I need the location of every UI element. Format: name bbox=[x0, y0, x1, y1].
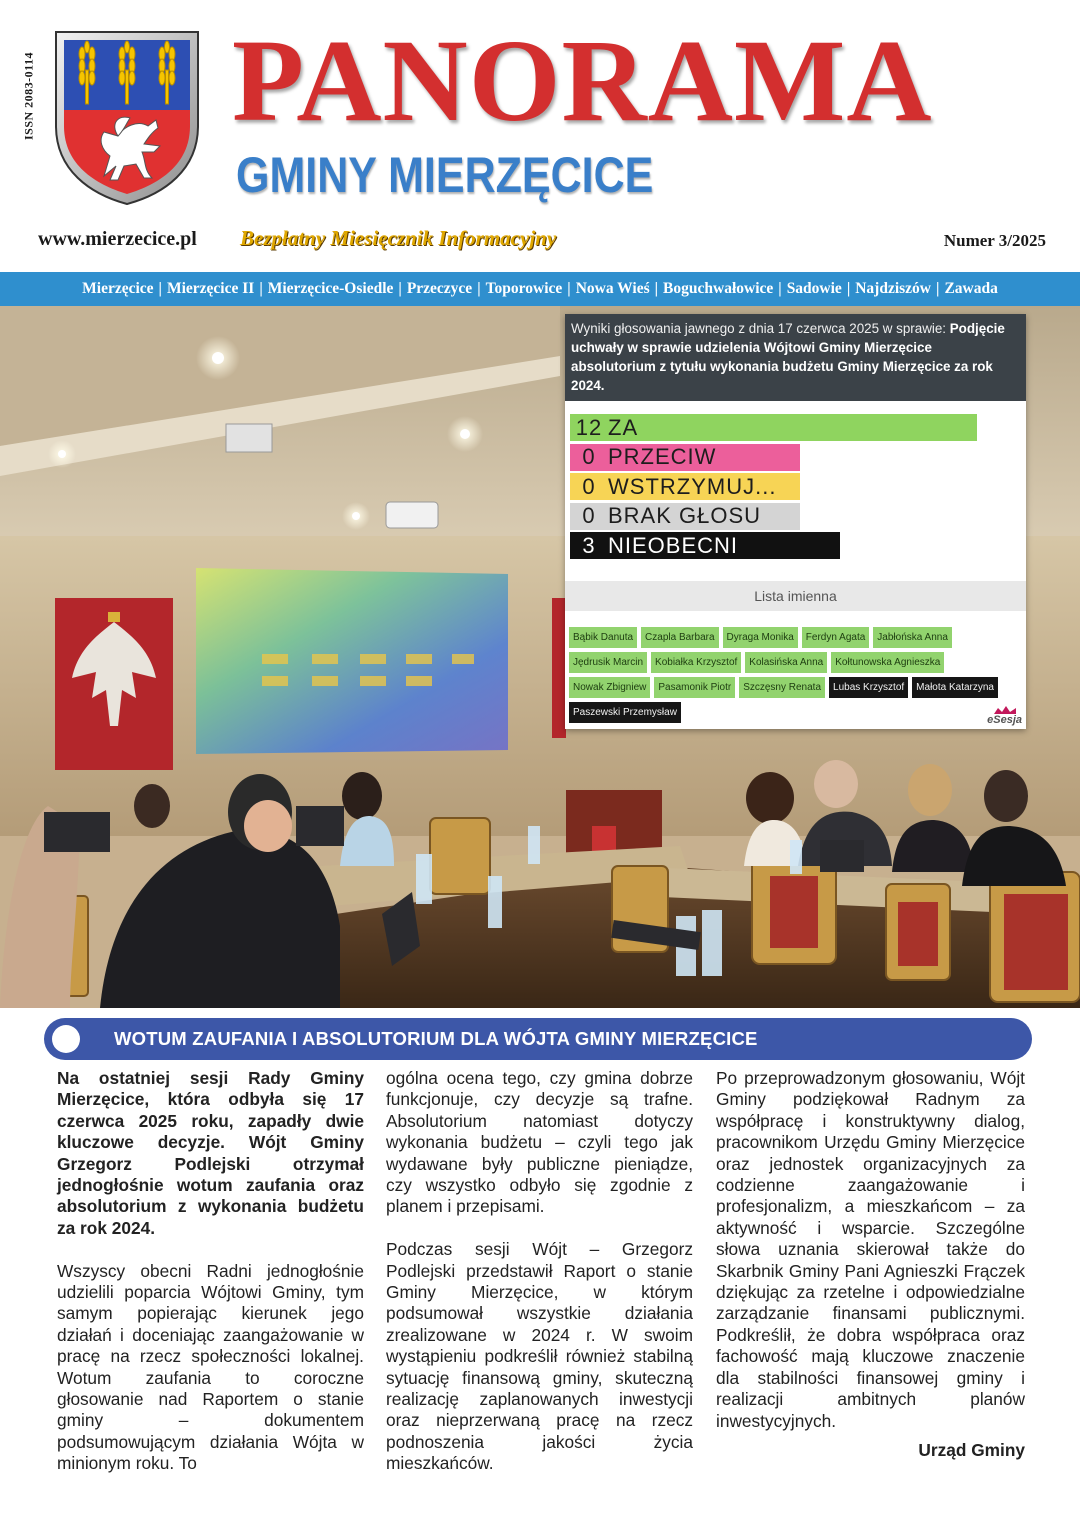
vote-header-prefix: Wyniki głosowania jawnego z dnia 17 czerwca 2025 w sprawie: bbox=[571, 321, 947, 336]
councillor-name-chip: Małota Katarzyna bbox=[912, 677, 998, 698]
esesja-brand: eSesja bbox=[987, 714, 1022, 726]
locality-item: Przeczyce bbox=[406, 280, 473, 297]
article-lead: Na ostatniej sesji Rady Gminy Mierzęcice, która odbyła się 17 czerwca 2025 roku, zapadły dwie kluczowe decyzje. Wójt Gminy Grzegorz Podlejski otrzymał jednogłośnie wotum zaufania oraz absolutorium z wykonania budżetu za rok 2024. bbox=[57, 1068, 364, 1238]
councillor-name-chip: Szczęsny Renata bbox=[739, 677, 825, 698]
article-column-2 bbox=[386, 1068, 693, 1475]
vote-header-subject: Podjęcie uchwały w sprawie udzielenia Wójtowi Gminy Mierzęcice absolutorium z tytułu wykonania budżetu Gminy Mierzęcice za rok 2024. bbox=[571, 321, 1005, 393]
locality-item: Mierzęcice II bbox=[166, 280, 255, 297]
councillor-name-chip: Lubas Krzysztof bbox=[829, 677, 908, 698]
vote-row-za bbox=[570, 414, 977, 441]
locality-item: Mierzęcice bbox=[82, 280, 154, 297]
councillor-name-chip: Paszewski Przemysław bbox=[569, 702, 681, 723]
article-paragraph: Po przeprowadzonym głosowaniu, Wójt Gminy podziękował Radnym za współpracę i konstruktywny dialog, pracownikom Urzędu Gminy Mierzęcice oraz jednostek organizacyjnych za codzienne zaangażowanie i profesjonalizm, a mieszkańcom – za aktywność i wsparcie. Szczególne słowa uznania skierował także do Skarbnik Gminy Pani Agnieszki Frączek dziękując za rzetelne i odpowiedzialne zarządzanie finansami publicznymi. Podkreślił, że dobra współpraca oraz fachowość mają kluczowe znaczenie dla stabilności finansowej gminy i realizacji ambitnych planów inwestycyjnych. bbox=[716, 1068, 1025, 1431]
article-title: WOTUM ZAUFANIA I ABSOLUTORIUM DLA WÓJTA GMINY MIERZĘCICE bbox=[114, 1028, 758, 1049]
article-column-3 bbox=[716, 1068, 1025, 1461]
locality-item: Najdziszów bbox=[855, 280, 932, 297]
vote-row-wstrzymuj bbox=[570, 473, 800, 500]
article-title-bar bbox=[44, 1018, 1032, 1060]
vote-count: 0 bbox=[582, 503, 596, 529]
bullet-circle-icon bbox=[52, 1025, 80, 1053]
vote-count: 12 bbox=[575, 414, 603, 440]
vote-count: 0 bbox=[582, 473, 596, 499]
locality-item: Boguchwałowice bbox=[663, 280, 774, 297]
councillor-name-chip: Kobiałka Krzysztof bbox=[651, 652, 741, 673]
councillor-name-chip: Jędrusik Marcin bbox=[569, 652, 647, 673]
vote-row-brak-glosu bbox=[570, 503, 800, 530]
locality-item: Nowa Wieś bbox=[575, 280, 650, 297]
vote-row-nieobecni bbox=[570, 532, 840, 559]
locality-bar: Mierzęcice | Mierzęcice II | Mierzęcice-Osiedle | Przeczyce | Toporowice | Nowa Wieś | Boguchwałowice | Sadowie | Najdziszów | Zawada bbox=[0, 272, 1080, 306]
councillor-name-chip: Ferdyn Agata bbox=[802, 627, 869, 648]
councillor-name-chip: Pasamonik Piotr bbox=[654, 677, 735, 698]
councillor-name-list bbox=[569, 627, 1024, 723]
tagline: Bezpłatny Miesięcznik Informacyjny bbox=[240, 226, 557, 250]
vote-header bbox=[565, 314, 1026, 401]
councillor-name-chip: Kołtunowska Agnieszka bbox=[831, 652, 944, 673]
vote-result-bars bbox=[570, 414, 990, 562]
vote-count: 3 bbox=[582, 532, 596, 558]
locality-item: Sadowie bbox=[786, 280, 842, 297]
magazine-title: PANORAMA bbox=[232, 15, 933, 146]
councillor-name-chip: Nowak Zbigniew bbox=[569, 677, 650, 698]
article-paragraph: Wszyscy obecni Radni jednogłośnie udzielili poparcia Wójtowi Gminy, tym samym popierając kierunek jego działań i doceniając zaangażowanie w pracę na rzecz społeczności lokalnej. Wotum zaufania to coroczne głosowanie nad Raportem o stanie gminy – dokumentem podsumowującym działania Wójta w minionym roku. To bbox=[57, 1260, 364, 1474]
councillor-name-chip: Dyraga Monika bbox=[723, 627, 798, 648]
locality-item: Toporowice bbox=[485, 280, 563, 297]
locality-item: Zawada bbox=[944, 280, 998, 297]
article-paragraph: ogólna ocena tego, czy gmina dobrze funkcjonuje, czy decyzje są trafne. Absolutorium natomiast dotyczy wykonania budżetu – czyli tego jak wydawane były publiczne pieniądze, czy wszystko odbyło się zgodnie z planem i przepisami. bbox=[386, 1068, 693, 1217]
vote-results-panel bbox=[565, 314, 1026, 729]
article-column-1 bbox=[57, 1068, 364, 1475]
issn-label: ISSN 2083-0114 bbox=[21, 51, 36, 141]
vote-label: BRAK GŁOSU bbox=[608, 503, 762, 529]
article-signature: Urząd Gminy bbox=[918, 1439, 1025, 1460]
vote-row-przeciw bbox=[570, 444, 800, 471]
vote-label: NIEOBECNI bbox=[608, 532, 739, 558]
article-paragraph: Podczas sesji Wójt – Grzegorz Podlejski przedstawił Raport o stanie Gminy Mierzęcice, w którym podsumował wszystkie działania zrealizowane w 2024 r. W swoim wystąpieniu podkreślił również stabilną sytuację finansową gminy, skuteczną realizację zaplanowanych inwestycji oraz nieprzerwaną pracę na rzecz podnoszenia jakości życia mieszkańców. bbox=[386, 1239, 693, 1474]
issue-number: Numer 3/2025 bbox=[943, 231, 1046, 250]
locality-item: Mierzęcice-Osiedle bbox=[267, 280, 394, 297]
coat-of-arms-logo bbox=[52, 28, 202, 206]
vote-label: ZA bbox=[608, 414, 639, 440]
councillor-name-chip: Jabłońska Anna bbox=[873, 627, 952, 648]
esesja-logo-icon bbox=[994, 706, 1016, 714]
vote-label: PRZECIW bbox=[608, 444, 717, 470]
councillor-name-chip: Czapla Barbara bbox=[641, 627, 718, 648]
councillor-name-chip: Kolasińska Anna bbox=[745, 652, 827, 673]
councillor-name-chip: Bąbik Danuta bbox=[569, 627, 637, 648]
vote-label: WSTRZYMUJ... bbox=[608, 473, 777, 499]
name-list-button[interactable]: Lista imienna bbox=[565, 581, 1026, 611]
vote-count: 0 bbox=[582, 444, 596, 470]
magazine-subtitle: GMINY MIERZĘCICE bbox=[236, 147, 654, 203]
website-link[interactable]: www.mierzecice.pl bbox=[38, 228, 197, 250]
